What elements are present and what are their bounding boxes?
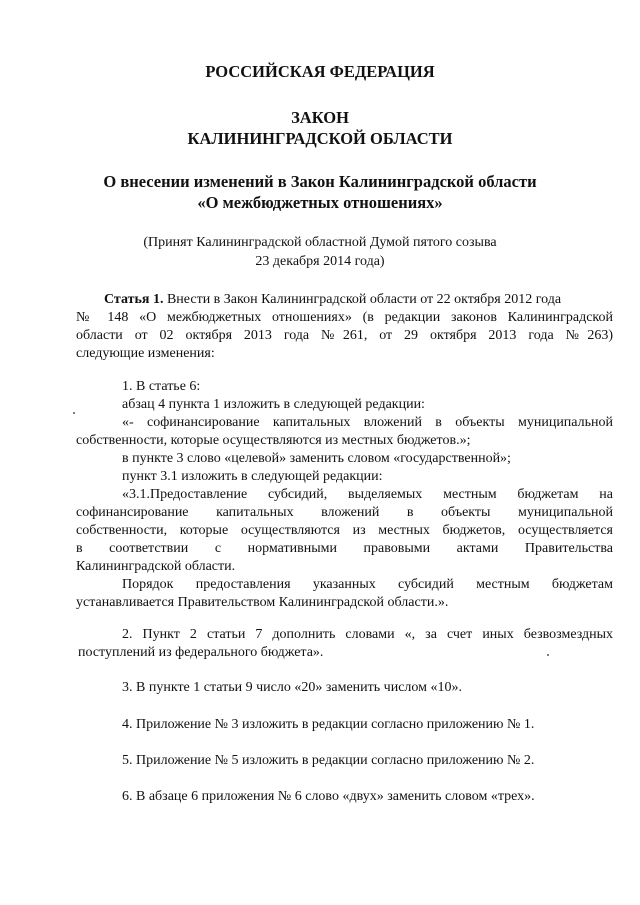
item-1-line-2: «- софинансирование капитальных вложений в объекты муниципальной [122,415,613,430]
item-1-line-1: абзац 4 пункта 1 изложить в следующей редакции: [122,397,425,412]
title-line-2: «О межбюджетных отношениях» [197,193,443,212]
item-3: 3. В пункте 1 статьи 9 число «20» заменить числом «10». [122,680,462,695]
country-heading: РОССИЙСКАЯ ФЕДЕРАЦИЯ [205,62,435,81]
item-1-line-9: в соответствии с нормативными правовыми актами Правительства [76,541,613,556]
item-1-line-5: пункт 3.1 изложить в следующей редакции: [122,469,383,484]
item-1-line-7: софинансирование капитальных вложений в объекты муниципальной [76,505,613,520]
law-heading: ЗАКОН [291,108,349,127]
article-label: Статья 1. [104,292,164,307]
item-1-line-6: «3.1.Предоставление субсидий, выделяемых местным бюджетам на [122,487,613,502]
item-1-line-8: собственности, которые осуществляются из местных бюджетов, осуществляется [76,523,613,538]
item-1-line-11: Порядок предоставления указанных субсидий местным бюджетам [122,577,613,592]
article-intro-line-3: области от 02 октября 2013 года №261, от 29 октября 2013 года №263) [76,328,613,343]
item-5: 5. Приложение № 5 изложить в редакции согласно приложению № 2. [122,753,535,768]
title-line-1: О внесении изменений в Закон Калининградской области [103,172,537,191]
article-intro-line-2: № 148 «О межбюджетных отношениях» (в редакции законов Калининградской [76,310,613,325]
scan-speck [547,654,549,656]
item-2-line-2: поступлений из федерального бюджета». [78,645,324,660]
adoption-line-1: (Принят Калининградской областной Думой пятого созыва [143,235,497,250]
scan-speck [73,412,75,414]
item-1-head: 1. В статье 6: [122,379,201,394]
item-6: 6. В абзаце 6 приложения № 6 слово «двух» заменить словом «трех». [122,789,535,804]
item-2-line-1: 2. Пункт 2 статьи 7 дополнить словами «, за счет иных безвозмездных [122,627,613,642]
region-heading: КАЛИНИНГРАДСКОЙ ОБЛАСТИ [187,129,453,148]
item-1-line-12: устанавливается Правительством Калининградской области.». [76,595,449,610]
adoption-line-2: 23 декабря 2014 года) [255,254,385,269]
item-1-line-4: в пункте 3 слово «целевой» заменить словом «государственной»; [122,451,511,466]
item-1-line-10: Калининградской области. [76,559,236,574]
item-1-line-3: собственности, которые осуществляются из местных бюджетов.»; [76,433,471,448]
article-intro-line-4: следующие изменения: [76,346,215,361]
article-intro-line-1: Статья 1. Внести в Закон Калининградской области от 22 октября 2012 года [104,292,562,307]
item-4: 4. Приложение № 3 изложить в редакции согласно приложению № 1. [122,717,535,732]
